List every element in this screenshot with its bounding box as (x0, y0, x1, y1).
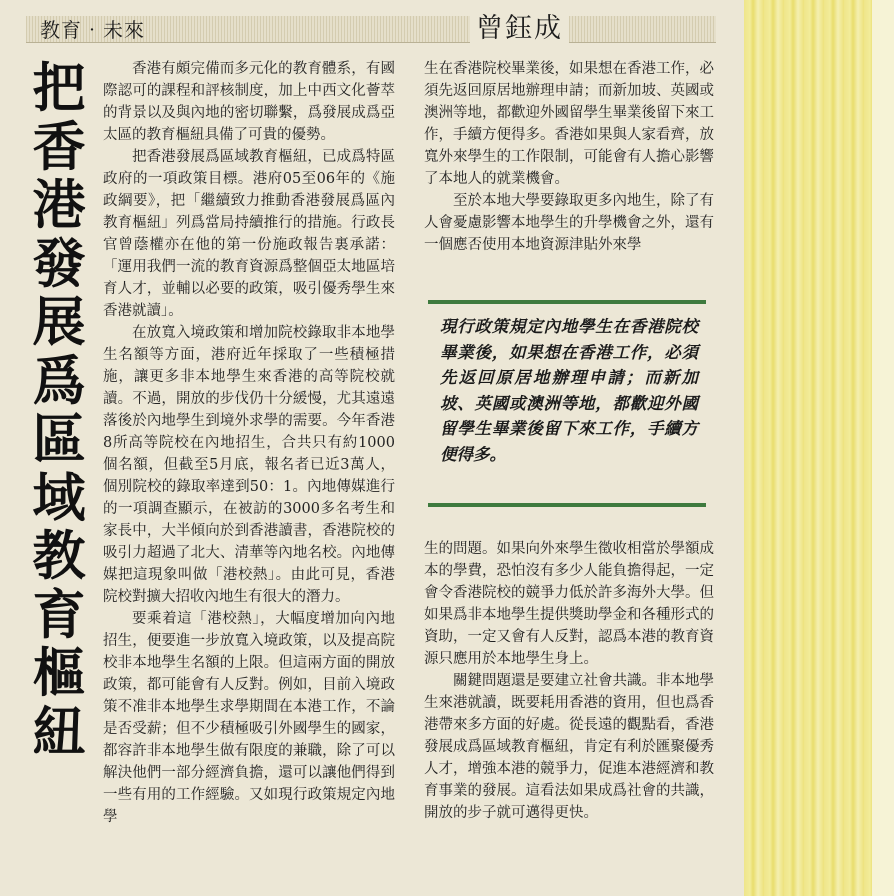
paragraph: 要乘着這「港校熱」，大幅度增加向內地招生，便要進一步放寬入境政策，以及提高院校非本地學生名額的上限。但這兩方面的開放政策，都可能會有人反對。例如，目前入境政策不准非本地學生求學期間在本港工作，不論是否受薪；但不少積極吸引外國學生的國家，都容許非本地學生做有限度的兼職，除了可以解決他們一部分經濟負擔，還可以讓他們得到一些有用的工作經驗。又如現行政策規定內地學 (103, 611, 395, 825)
page-edge-strip (744, 0, 894, 896)
pull-quote: 現行政策規定內地學生在香港院校畢業後，如果想在香港工作，必須先返回原居地辦理申請；而新加坡、英國或澳洲等地，都歡迎外國留學生畢業後留下來工作，手續方便得多。 (440, 317, 698, 464)
paragraph: 把香港發展爲區域教育樞紐，已成爲特區政府的一項政策目標。港府05至06年的《施政綱要》，把「繼續致力推動香港發展爲區內教育樞紐」列爲當局持續推行的措施。行政長官曾蔭權亦在他的第一份施政報告裏承諾：「運用我們一流的教育資源爲整個亞太地區培育人才，並輔以必要的政策，吸引優秀學生來香港就讀」。 (103, 149, 395, 319)
paragraph: 關鍵問題還是要建立社會共識。非本地學生來港就讀，既要耗用香港的資用，但也爲香港帶來多方面的好處。從長遠的觀點看，香港發展成爲區域教育樞紐，肯定有利於匯聚優秀人才，增強本港的競爭力，促進本港經濟和教育事業的發展。這看法如果成爲社會的共識，開放的步子就可邁得更快。 (424, 673, 714, 821)
section-title: 教育‧未來 (40, 18, 145, 42)
paragraph: 生的問題。如果向外來學生徵收相當於學額成本的學費，恐怕沒有多少人能負擔得起，一定會令香港院校的競爭力低於許多海外大學。但如果爲非本地學生提供獎助學金和各種形式的資助，一定又會有人反對，認爲本港的教育資源只應用於本地學生身上。 (424, 541, 714, 667)
pull-quote-top-rule (428, 300, 706, 304)
author-name: 曾鈺成 (470, 6, 569, 45)
article-column-2-bottom (424, 538, 714, 824)
paragraph: 至於本地大學要錄取更多內地生，除了有人會憂慮影響本地學生的升學機會之外，還有一個應否使用本地資源津貼外來學 (424, 193, 714, 253)
article-column-2-top (424, 58, 714, 256)
paragraph: 在放寬入境政策和增加院校錄取非本地學生名額等方面，港府近年採取了一些積極措施，讓更多非本地學生來香港的高等院校就讀。不過，開放的步伐仍十分緩慢，尤其遠遠落後於內地學生到境外求學的需要。今年香港8所高等院校在內地招生，合共只有約1000個名額，但截至5月底，報名者已近3萬人，個別院校的錄取率達到50：1。內地傳媒進行的一項調查顯示，在被訪的3000多名考生和家長中，大半傾向於到香港讀書，香港院校的吸引力超過了北大、清華等內地名校。內地傳媒把這現象叫做「港校熱」。由此可見，香港院校對擴大招收內地生有很大的潛力。 (103, 325, 395, 605)
paragraph: 香港有頗完備而多元化的教育體系，有國際認可的課程和評核制度，加上中西文化薈萃的背景以及與內地的密切聯繫，爲發展成爲亞太區的教育樞紐具備了可貴的優勢。 (103, 61, 395, 143)
pull-quote-bottom-rule (428, 503, 706, 507)
article-column-1 (103, 58, 395, 828)
article-headline: 把香港發展爲區域教育樞紐 (32, 58, 86, 763)
paragraph: 生在香港院校畢業後，如果想在香港工作，必須先返回原居地辦理申請；而新加坡、英國或澳洲等地，都歡迎外國留學生畢業後留下來工作，手續方便得多。香港如果與人家看齊，放寬外來學生的工作限制，可能會有人擔心影響了本地人的就業機會。 (424, 61, 714, 187)
